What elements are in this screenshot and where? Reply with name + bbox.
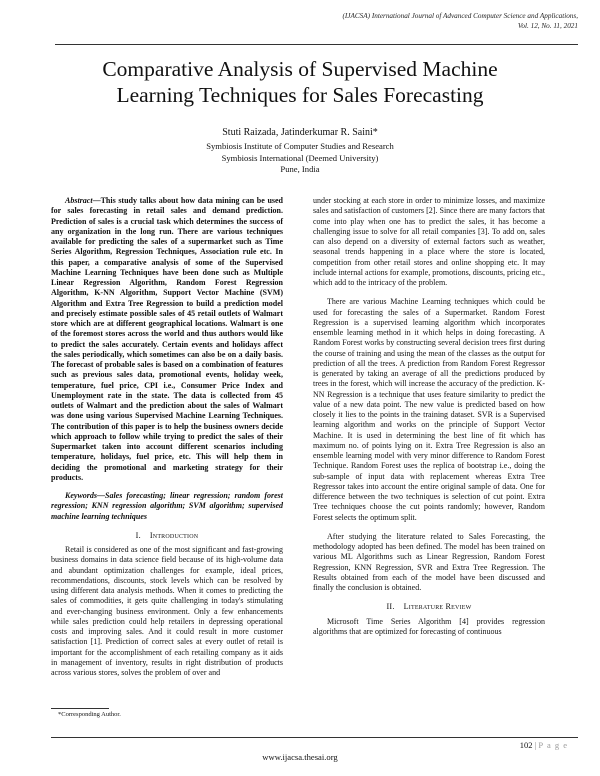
author-list: Stuti Raizada, Jatinderkumar R. Saini* [222,127,378,138]
title-line-2: Learning Techniques for Sales Forecasting [116,83,484,107]
paper-title [40,56,560,108]
journal-volume: Vol. 12, No. 11, 2021 [517,21,578,30]
literature-review-paragraph-1: Microsoft Time Series Algorithm [4] provides regression algorithms that are optimized for forecasting of continuous [313,616,545,636]
abstract-label: Abstract [65,196,93,205]
journal-website-link[interactable]: www.ijacsa.thesai.org [262,752,338,762]
section-numeral: I. [135,530,141,540]
section-numeral: II. [386,602,395,612]
right-column [313,196,545,637]
header-divider [55,44,578,45]
affiliation-block [40,141,560,176]
introduction-paragraph-1: Retail is considered as one of the most significant and fast-growing business domains in data science field because of its high-volume data and abundant optimization challenges for example, ideal prices, recommendations, discounts, stock levels which can be resolved by using different data analysis methods. When it comes to predicting the sales of commodities, it gets quite challenging in today's stimulating and ever-changing business environment. Only a few enhancements while sales prediction could help retailers in depressing operational costs and improving sales. And it could result in more customer satisfaction [1]. Prediction of correct sales at every outlet of retail is important for the accomplishment of each retailing company as it aids in management of inventory, results in right distribution of products across various stores, solves the problem of over and [51,545,283,677]
footnote-divider [51,708,109,709]
affiliation-line-3: Pune, India [280,164,320,174]
keywords-label: Keywords [65,491,97,500]
section-heading-literature-review [313,602,545,612]
page-number-separator: | [532,740,539,750]
affiliation-line-1: Symbiosis Institute of Computer Studies and Research [206,141,394,151]
left-column [51,196,283,678]
footer-divider [51,737,578,738]
page-label: P a g e [538,740,568,750]
title-line-1: Comparative Analysis of Supervised Machine [102,57,498,81]
keywords-text: —Sales forecasting; linear regression; random forest regression; KNN regression algorithm; SVM algorithm; supervised machine learning techniques [51,491,283,521]
section-title: Literature Review [403,602,472,612]
abstract-text: —This study talks about how data mining can be used for sales forecasting in retail sales and demand prediction. Prediction of sales is a crucial task which determines the success of any organization in the long run. There are various techniques available for predicting the sales of a supermarket such as Time Series Algorithm, Regression Techniques, Association rule etc. In this paper, a comparative analysis of some of the Supervised Machine Learning Techniques have been done such as Multiple Linear Regression Algorithm, Random Forest Regression Algorithm, K-NN Algorithm, Support Vector Machine (SVM) Algorithm and Extra Tree Regression to build a prediction model and precisely estimate possible sales of 45 retail outlets of Walmart store which are at different geographical locations. Walmart is one of the foremost stores across the world and thus authors would like to predict the sales accurately. Certain events and holidays affect the sales periodically, which sometimes can also be on a daily basis. The forecast of probable sales is based on a combination of features such as previous sales data, promotional events, holiday week, temperature, fuel price, CPI i.e., Consumer Price Index and Unemployment rate in the state. The data is collected from 45 outlets of Walmart and the prediction about the sales of Walmart was done using various Supervised Machine Learning Techniques. The contribution of this paper is to help the business owners decide which approach to follow while trying to predict the sales of their Supermarket taken into account different scenarios including temperature, holidays, fuel price, etc. This will help them in deciding the promotional and marketing strategy for their products. [51,196,283,482]
page-number-value: 102 [519,740,533,750]
introduction-paragraph-2: There are various Machine Learning techniques which could be used for forecasting the sales of a Supermarket. Random Forest Regression is a supervised learning algorithm which incorporates ensemble learning method in it which helps in doing forecasting. A Random Forest works by constructing several decision trees first during the course of training and using the mean of the classes as the output for prediction of all the trees. A prediction from Random Forest Regressor is generated by taking an average of all the predictions produced by trees in the forest, which will increase the accuracy of the prediction. K-NN Regression is a technique that uses feature similarity to predict the value of a new data point. The new value is predicted based on how closely it lies to the points in the training dataset. SVR is a Supervised learning algorithm and works on the principle of Support Vector Machine. It is used in determining the best line of fit which has maximum no. of points lying on it. Extra Tree Regression is also an ensemble learning model with very minor difference to Random Forest Technique. Random Forest uses the replica of bootstrap i.e., doing the sub-sample of input data with replacement whereas Extra Tree Regressor takes into account the entire original sample of data. One for difference between the two techniques is selection of cut point. Extra Tree techniques choose the cut points randomly; however, Random Forest selects the optimum split. [313,297,545,522]
section-heading-introduction [51,531,283,541]
affiliation-line-2: Symbiosis International (Deemed University) [221,152,379,163]
keywords-paragraph [51,491,283,522]
introduction-paragraph-continued: under stocking at each store in order to minimize losses, and maximize sales and satisfaction of customers [2]. Since there are many factors that come into play when one has to predict the sales, it has become a challenging issue to solve for all retail companies [3]. To add on, sales can also depend on a diversity of external factors such as weather, seasonal trends happening in a place where the store is located, competition from other retail stores and online shopping etc. It may include internal actions for example, promotions, discounts, pricing etc., which add to the intricacy of the problem. [313,196,545,287]
journal-header [258,12,578,31]
page-number [520,740,568,750]
abstract-paragraph [51,196,283,483]
journal-name: (IJACSA) International Journal of Advanced Computer Science and Applications, [342,12,578,20]
corresponding-author-footnote: *Corresponding Author. [58,711,121,718]
introduction-paragraph-3: After studying the literature related to Sales Forecasting, the methodology adopted has been defined. The model has been trained on various ML Algorithms such as Linear Regression, Random Forest Regression, KNN Regression, SVR and Extra Tree Regression. The Results obtained from each of the model have been discussed and finally the conclusion is obtained. [313,531,545,592]
section-title: Introduction [149,530,199,540]
